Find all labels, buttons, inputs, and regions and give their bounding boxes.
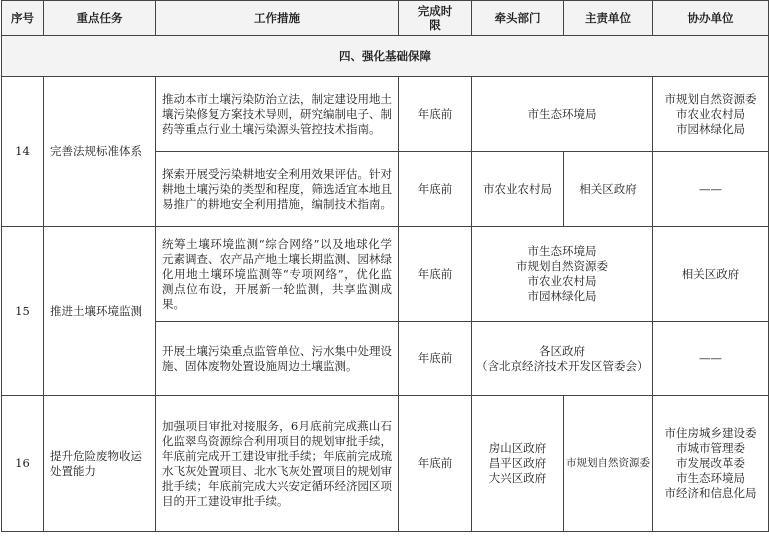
assist-cell [653,322,769,396]
section-title: 四、强化基础保障 [2,36,769,77]
department-name: 相关区政府 [579,181,637,196]
table-row [2,77,769,152]
header-main: 主责单位 [564,1,653,36]
task-cell: 完善法规标准体系 [44,77,156,227]
header-lead: 牵头部门 [472,1,564,36]
department-name: 市经济和信息化局 [664,486,757,500]
department-name: （含北京经济技术开发区管委会） [476,358,649,373]
department-name: 市农业农村局 [676,106,745,121]
lead-main-cell [472,77,653,152]
department-name: 市住房城乡建设委 [664,426,757,440]
task-cell: 提升危险废物收运处置能力 [44,396,156,532]
measure-cell: 开展土壤污染重点监管单位、污水集中处理设施、固体废物处置设施周边土壤监测。 [156,322,399,396]
task-cell: 推进土壤环境监测 [44,227,156,396]
deadline-cell: 年底前 [399,396,472,532]
department-name: 市园林绿化局 [527,289,597,303]
deadline-cell: 年底前 [399,77,472,152]
department-name: 市园林绿化局 [676,121,745,136]
lead-main-cell [472,322,653,396]
department-name: 市农业农村局 [483,181,552,196]
department-name: 市规划自然资源委 [566,457,650,469]
dash-placeholder: —— [699,351,722,365]
department-name: 大兴区政府 [488,471,547,485]
deadline-cell: 年底前 [399,227,472,322]
main-cell [564,396,653,532]
department-name: 相关区政府 [681,266,740,281]
lead-cell [472,152,564,227]
seq-cell: 14 [2,77,44,227]
department-name: 市发展改革委 [676,456,745,470]
measure-cell: 探索开展受污染耕地安全利用效果评估。针对耕地土壤污染的类型和程度，筛选适宜本地且易推广的耕地安全利用措施，编制技术指南。 [156,152,399,227]
header-measures: 工作措施 [156,1,399,36]
lead-cell [472,396,564,532]
department-name: 市生态环境局 [527,244,597,258]
assist-cell [653,396,769,532]
header-task: 重点任务 [44,1,156,36]
department-name: 各区政府 [539,343,585,358]
department-name: 房山区政府 [488,441,547,455]
seq-cell: 15 [2,227,44,396]
department-name: 市城市管理委 [676,441,745,455]
department-name: 市生态环境局 [527,106,597,121]
measure-cell: 推动本市土壤污染防治立法，制定建设用地土壤污染修复方案技术导则，研究编制电子、制药等重点行业土壤污染源头管控技术指南。 [156,77,399,152]
deadline-cell: 年底前 [399,152,472,227]
department-name: 昌平区政府 [488,456,547,470]
assist-cell [653,77,769,152]
department-name: 市规划自然资源委 [516,259,608,273]
department-name: 市生态环境局 [676,471,745,485]
header-row [2,1,769,36]
header-assist: 协办单位 [653,1,769,36]
table-row [2,396,769,532]
header-deadline: 完成时限 [399,1,472,36]
table-row [2,227,769,322]
measure-cell: 加强项目审批对接服务，6月底前完成燕山石化监翠鸟资源综合利用项目的规划审批手续，年底前完成开工建设审批手续；年底前完成琉水飞灰处置项目、北水飞灰处置项目的规划审批手续；年底前完成大兴安定循环经济园区项目的开工建设审批手续。 [156,396,399,532]
task-table [1,0,769,532]
assist-cell [653,227,769,322]
main-cell [564,152,653,227]
assist-cell [653,152,769,227]
lead-main-cell [472,227,653,322]
measure-cell: 统筹土壤环境监测“综合网络”以及地球化学元素调查、农产品产地土壤长期监测、园林绿化用地土壤环境监测等“专项网络”，优化监测点位布设，开展新一轮监测，共享监测成果。 [156,227,399,322]
deadline-cell: 年底前 [399,322,472,396]
dash-placeholder: —— [699,181,722,196]
section-row [2,36,769,77]
department-name: 市农业农村局 [527,274,597,288]
department-name: 市规划自然资源委 [664,91,757,106]
header-seq: 序号 [2,1,44,36]
seq-cell: 16 [2,396,44,532]
